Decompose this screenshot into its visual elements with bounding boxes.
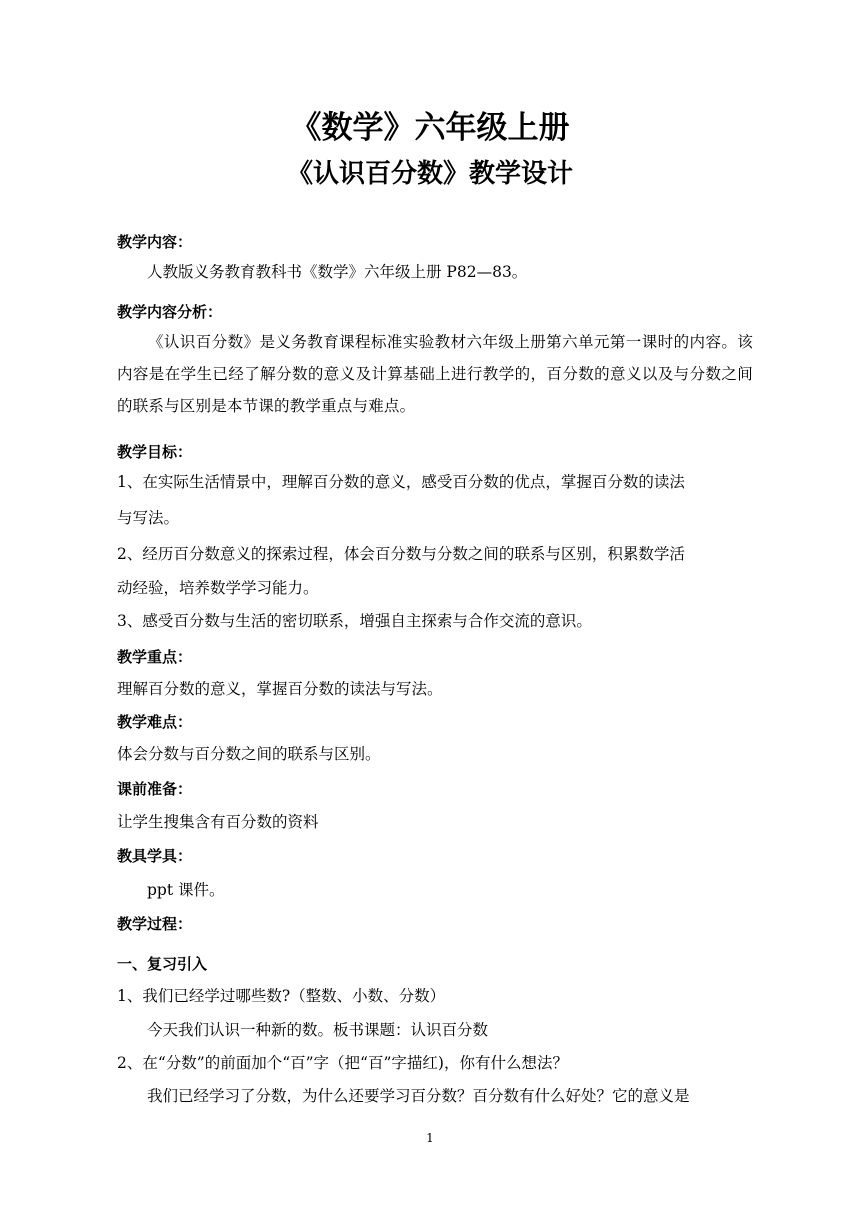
analysis-text: 《认识百分数》是义务教育课程标准实验教材六年级上册第六单元第一课时的内容。该内容是在学生已经了解分数的意义及计算基础上进行教学的，百分数的意义以及与分数之间的联系与区别是本节课的教学重点与难点。 bbox=[117, 333, 753, 415]
question-2: 2、在“分数”的前面加个“百”字（把“百”字描红)，你有什么想法？ bbox=[117, 1054, 568, 1072]
part1-heading: 一、复习引入 bbox=[117, 955, 208, 973]
document-title: 《数学》六年级上册 bbox=[290, 110, 570, 146]
goal-1-line2: 与写法。 bbox=[117, 509, 180, 527]
analysis-heading: 教学内容分析： bbox=[117, 303, 223, 321]
content-text: 人教版义务教育教科书《数学》六年级上册 P82—83。 bbox=[147, 263, 528, 281]
page-number: 1 bbox=[426, 1131, 434, 1145]
prep-text: 让学生搜集含有百分数的资料 bbox=[117, 813, 319, 831]
goal-3: 3、感受百分数与生活的密切联系，增强自主探索与合作交流的意识。 bbox=[117, 612, 592, 630]
difficulty-heading: 教学难点： bbox=[117, 713, 193, 731]
prep-heading: 课前准备： bbox=[117, 780, 193, 798]
tools-text: ppt 课件。 bbox=[147, 881, 225, 899]
question-1: 1、我们已经学过哪些数?（整数、小数、分数） bbox=[117, 987, 446, 1005]
goal-1-line1: 1、在实际生活情景中，理解百分数的意义，感受百分数的优点，掌握百分数的读法 bbox=[117, 473, 685, 491]
question-2-follow: 我们已经学习了分数，为什么还要学习百分数？百分数有什么好处？它的意义是 bbox=[147, 1087, 690, 1105]
difficulty-text: 体会分数与百分数之间的联系与区别。 bbox=[117, 745, 381, 763]
question-1-follow: 今天我们认识一种新的数。板书课题：认识百分数 bbox=[147, 1021, 489, 1039]
goal-2-line1: 2、经历百分数意义的探索过程，体会百分数与分数之间的联系与区别，积累数学活 bbox=[117, 545, 685, 563]
goals-heading: 教学目标： bbox=[117, 443, 193, 461]
process-heading: 教学过程： bbox=[117, 915, 193, 933]
tools-heading: 教具学具： bbox=[117, 847, 193, 865]
document-subtitle: 《认识百分数》教学设计 bbox=[286, 159, 573, 189]
key-heading: 教学重点： bbox=[117, 648, 193, 666]
content-heading: 教学内容： bbox=[117, 233, 193, 251]
goal-2-line2: 动经验，培养数学学习能力。 bbox=[117, 579, 319, 597]
key-text: 理解百分数的意义，掌握百分数的读法与写法。 bbox=[117, 680, 443, 698]
